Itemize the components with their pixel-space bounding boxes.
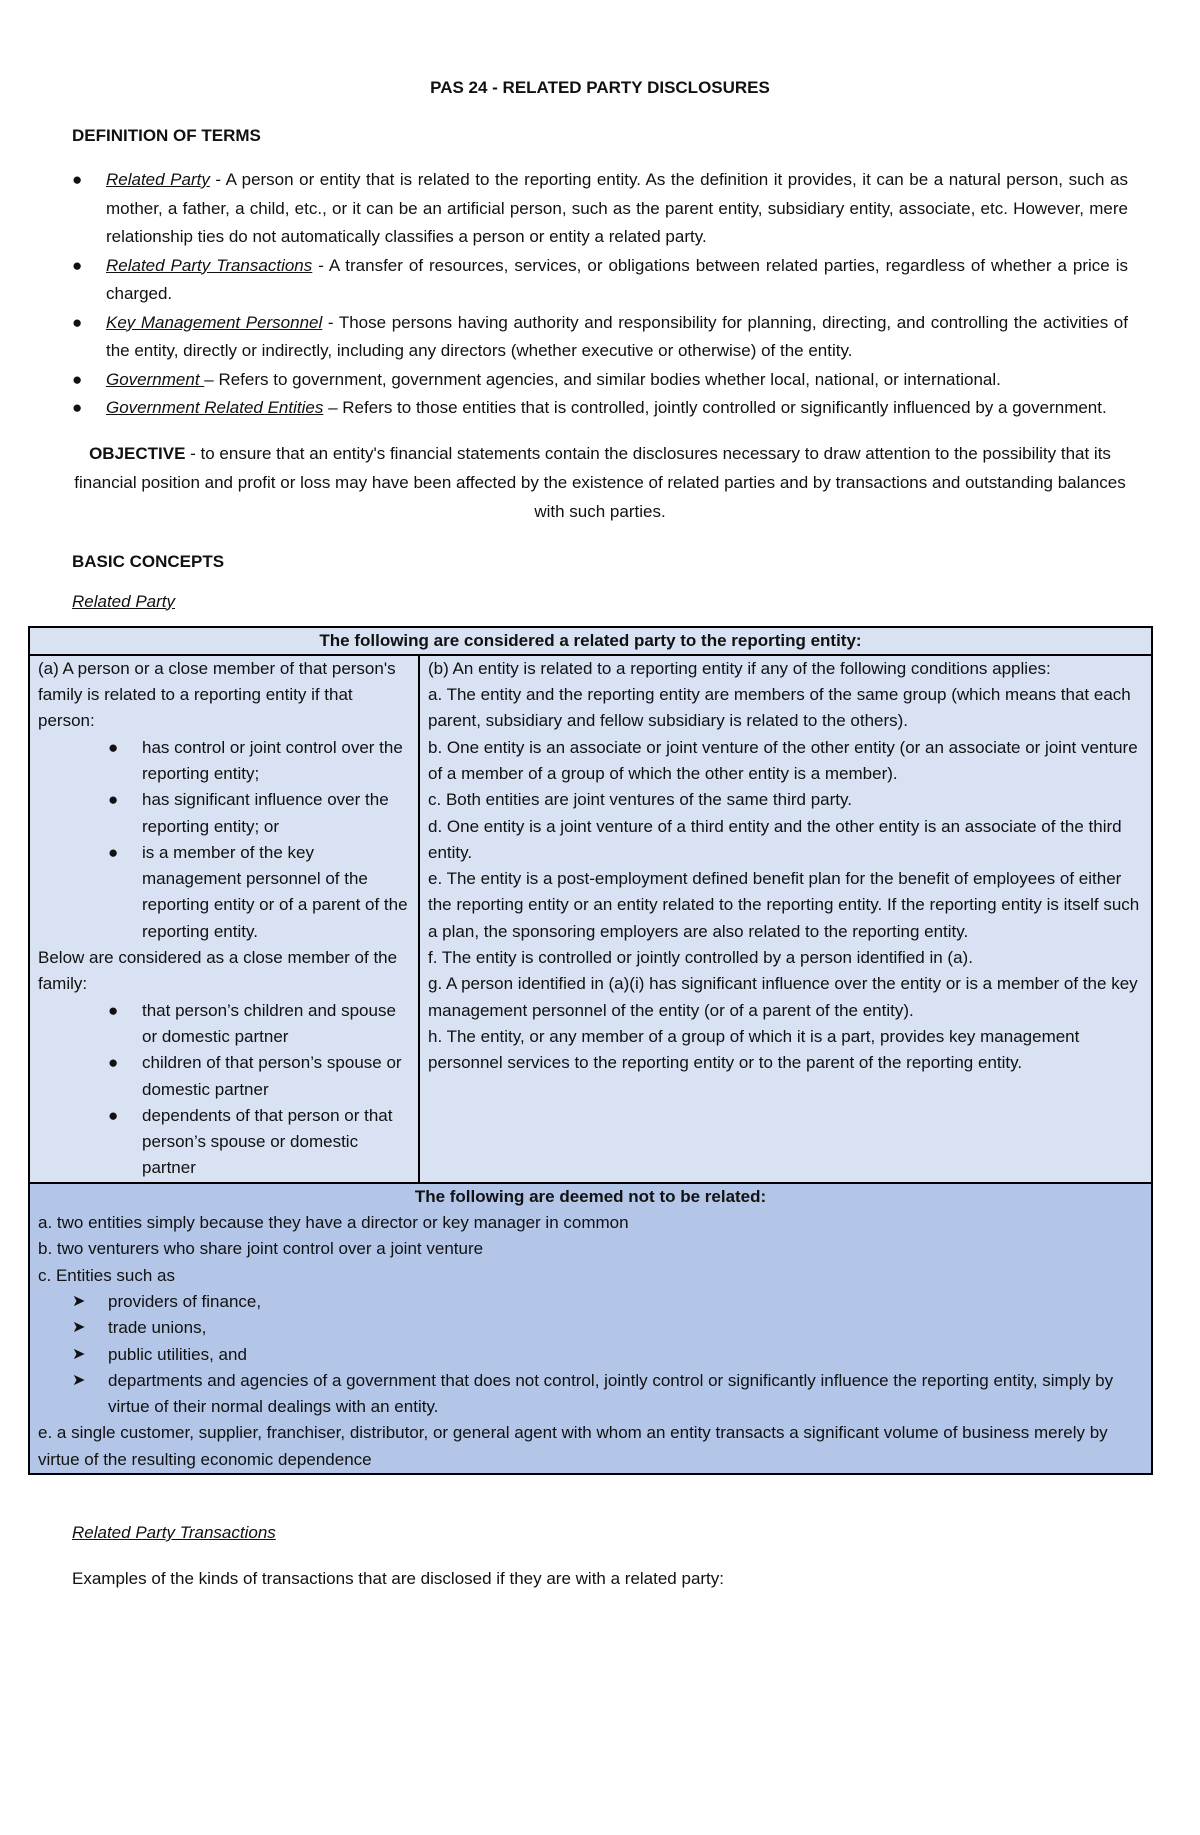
- family-intro: Below are considered as a close member of the family:: [38, 948, 398, 994]
- bullet-icon: ●: [108, 842, 119, 862]
- bullet-icon: ●: [108, 790, 119, 810]
- entities-list: [38, 1289, 1143, 1420]
- definition-term: Related Party: [106, 170, 210, 189]
- objective-text: - to ensure that an entity's financial statements contain the disclosures necessary to draw attention to the possibility that its financial position and profit or loss may have been affected by the existence of related parties and by transactions and outstanding balances with such parties.: [74, 443, 1126, 521]
- list-item: [38, 1050, 410, 1103]
- objective-label: OBJECTIVE: [89, 443, 186, 463]
- not-related-header: The following are deemed not to be related:: [414, 1186, 767, 1206]
- definition-term: Government: [106, 369, 205, 389]
- bullet-icon: ●: [72, 255, 83, 275]
- related-party-subheading: Related Party: [72, 591, 175, 611]
- list-item-text: has control or joint control over the reporting entity;: [142, 737, 403, 783]
- definition-term: Government Related Entities: [106, 398, 324, 417]
- not-related-item: a. two entities simply because they have a director or key manager in common: [38, 1213, 629, 1233]
- definitions-list: [72, 166, 1128, 423]
- bullet-icon: ●: [108, 737, 119, 757]
- list-item-text: trade unions,: [108, 1318, 207, 1338]
- definitions-heading: DEFINITION OF TERMS: [72, 126, 261, 145]
- basic-concepts-heading: BASIC CONCEPTS: [72, 551, 225, 571]
- definition-item: [72, 366, 1128, 395]
- entity-condition: c. Both entities are joint ventures of the same third party.: [428, 790, 852, 810]
- left-column: [29, 655, 419, 1183]
- definition-text: - A transfer of resources, services, or obligations between related parties, regardless of whether a price is charged.: [106, 255, 1129, 303]
- list-item: [38, 1289, 1143, 1315]
- bullet-icon: ●: [108, 1105, 119, 1125]
- list-item: [38, 998, 410, 1051]
- arrow-bullet-icon: ➤: [72, 1292, 86, 1310]
- definition-item: [72, 394, 1128, 423]
- definition-text: - A person or entity that is related to the reporting entity. As the definition it provides, it can be a natural person, such as mother, a father, a child, etc., or it can be an artificial person, such as the parent entity, subsidiary entity, associate, etc. However, mere relationship ties do not automatically classifies a person or entity a related party.: [106, 170, 1128, 246]
- list-item-text: public utilities, and: [108, 1344, 247, 1364]
- list-item: [38, 787, 410, 840]
- definition-term: Key Management Personnel: [106, 312, 323, 332]
- list-item: [38, 1315, 1143, 1341]
- table-header: The following are considered a related party to the reporting entity:: [29, 627, 1152, 655]
- list-item-text: is a member of the key management personnel of the reporting entity or of a parent of the reporting entity.: [142, 842, 408, 941]
- not-related-item: c. Entities such as: [38, 1265, 176, 1285]
- definition-item: [72, 309, 1128, 366]
- list-item: [38, 735, 410, 788]
- related-party-table: [28, 626, 1153, 1476]
- not-related-section: [29, 1183, 1152, 1474]
- arrow-bullet-icon: ➤: [72, 1345, 86, 1363]
- list-item: [38, 1368, 1143, 1421]
- document-title: PAS 24 - RELATED PARTY DISCLOSURES: [430, 78, 770, 97]
- rpt-subheading: Related Party Transactions: [72, 1523, 276, 1542]
- document-page: [38, 60, 1140, 1589]
- entity-condition: d. One entity is a joint venture of a third entity and the other entity is an associate of the third entity.: [428, 816, 1122, 862]
- not-related-item: b. two venturers who share joint control over a joint venture: [38, 1239, 484, 1259]
- list-item-text: has significant influence over the reporting entity; or: [142, 790, 389, 836]
- list-item: [38, 1342, 1143, 1368]
- definition-text: – Refers to government, government agencies, and similar bodies whether local, national, or international.: [204, 369, 1001, 389]
- arrow-bullet-icon: ➤: [72, 1371, 86, 1389]
- list-item-text: that person’s children and spouse or domestic partner: [142, 1000, 396, 1046]
- family-members-list: [38, 998, 410, 1182]
- entity-condition: e. The entity is a post-employment defined benefit plan for the benefit of employees of either the reporting entity or an entity related to the reporting entity. If the reporting entity is itself such a plan, the sponsoring employers are also related to the reporting entity.: [428, 869, 1140, 941]
- bullet-icon: ●: [72, 312, 83, 332]
- list-item-text: providers of finance,: [108, 1291, 262, 1311]
- entity-condition: b. One entity is an associate or joint venture of the other entity (or an associate or joint venture of a member of a group of which the other entity is a member).: [428, 737, 1138, 783]
- bullet-icon: ●: [108, 1000, 119, 1020]
- entity-condition: a. The entity and the reporting entity are members of the same group (which means that each parent, subsidiary and fellow subsidiary is related to the others).: [428, 685, 1131, 731]
- list-item: [38, 1103, 410, 1182]
- definition-item: [72, 252, 1128, 309]
- objective-paragraph: [72, 439, 1128, 526]
- bullet-icon: ●: [108, 1053, 119, 1073]
- person-conditions-list: [38, 735, 410, 945]
- definition-term: Related Party Transactions: [106, 255, 313, 275]
- arrow-bullet-icon: ➤: [72, 1319, 86, 1337]
- right-intro: (b) An entity is related to a reporting entity if any of the following conditions applies:: [428, 658, 1051, 678]
- list-item: [38, 840, 410, 945]
- entity-condition: h. The entity, or any member of a group of which it is a part, provides key management personnel services to the reporting entity or to the parent of the reporting entity.: [428, 1026, 1080, 1073]
- right-column: [419, 655, 1152, 1183]
- list-item-text: dependents of that person or that person’s spouse or domestic partner: [142, 1105, 393, 1178]
- entity-condition: f. The entity is controlled or jointly controlled by a person identified in (a).: [428, 948, 973, 968]
- rpt-text: Examples of the kinds of transactions that are disclosed if they are with a related party:: [72, 1569, 725, 1588]
- bullet-icon: ●: [72, 398, 83, 417]
- definition-text: – Refers to those entities that is controlled, jointly controlled or significantly influenced by a government.: [323, 398, 1107, 417]
- left-intro: (a) A person or a close member of that person's family is related to a reporting entity if that person:: [38, 658, 396, 731]
- definition-item: [72, 166, 1128, 252]
- entity-condition: g. A person identified in (a)(i) has significant influence over the entity or is a member of the key management personnel of the entity (or of a parent of the entity).: [428, 974, 1138, 1020]
- list-item-text: departments and agencies of a government that does not control, jointly control or significantly influence the reporting entity, simply by virtue of their normal dealings with an entity.: [108, 1370, 1114, 1417]
- bullet-icon: ●: [72, 369, 83, 389]
- bullet-icon: ●: [72, 170, 83, 189]
- definition-text: - Those persons having authority and responsibility for planning, directing, and controlling the activities of the entity, directly or indirectly, including any directors (whether executive or otherwise) of the entity.: [106, 312, 1128, 360]
- not-related-item: e. a single customer, supplier, franchiser, distributor, or general agent with whom an entity transacts a significant volume of business merely by virtue of the resulting economic dependence: [38, 1423, 1108, 1469]
- list-item-text: children of that person’s spouse or domestic partner: [142, 1053, 402, 1099]
